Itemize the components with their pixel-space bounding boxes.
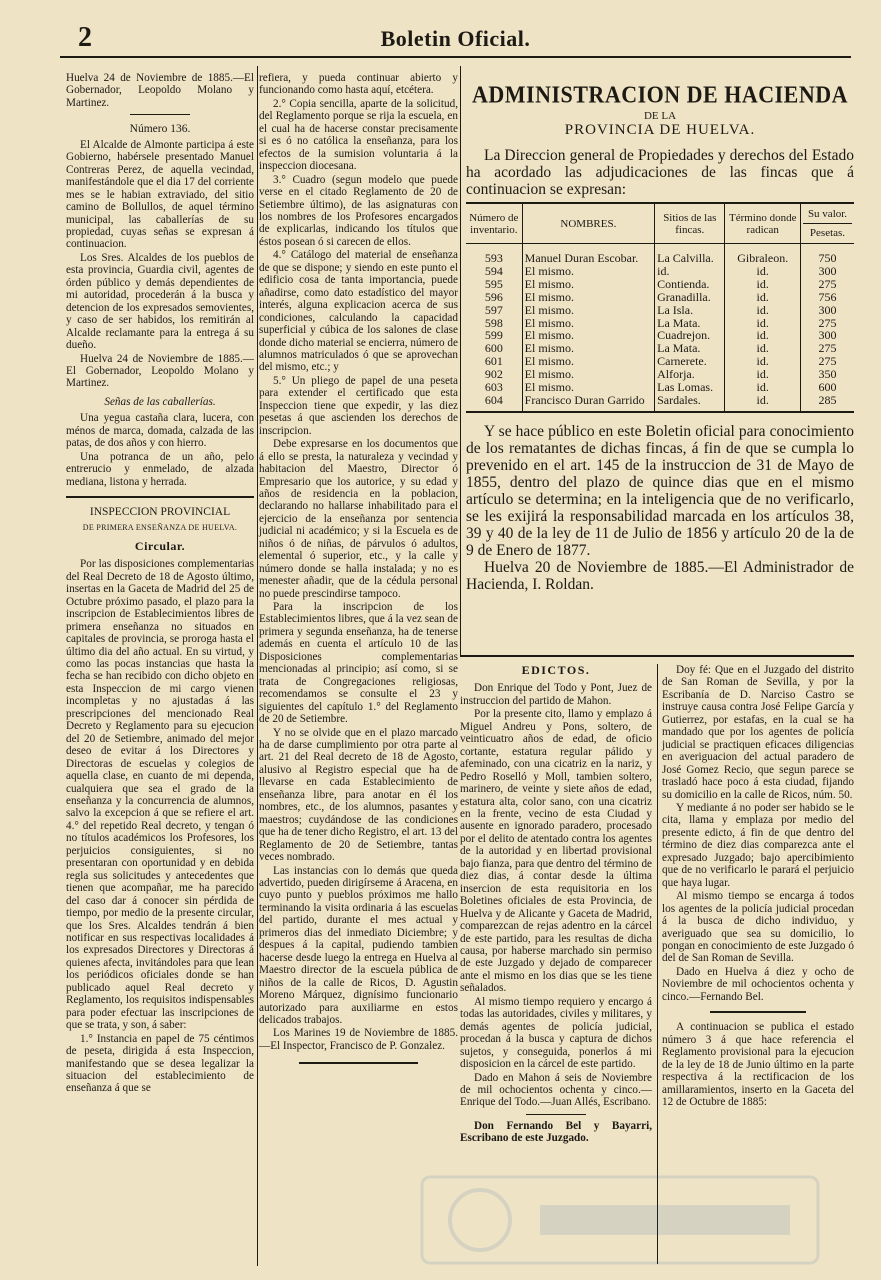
notice-paragraph: Al mismo tiempo requiero y encargo á todas las autoridades, civiles y militares, y demás agentes de policía judicial, procedan á la busca y captura de dichos sujetos, y conseguida, ponerlos á mi disposicion en la cárcel de este partido. <box>460 995 652 1071</box>
column-4 <box>662 664 854 1109</box>
notice-paragraph: Doy fé: Que en el Juzgado del distrito de San Roman de Sevilla, y por la Escribanía de D. Narciso Castro se instruye causa contra José Felipe García y Gutierrez, por estafas, en la cual se ha mandado que por los agentes de policía judicial se practiquen eficaces diligencias en averiguacion del actual paradero de José Gomez Recio, que segun parece se trasladó hace poco á esta ciudad, fijando su domicilio en la calle de Ricos, núm. 50. <box>662 664 854 801</box>
notice-paragraph: El Alcalde de Almonte participa á este Gobierno, habérsele presentado Manuel Contreras Perez, de aquella vecindad, manifestándole que el dia 17 del corriente mes se le habian extraviado, del sitio camino de Bollullos, de aquel término municipal, las caballerías de su propiedad, cuyas señas se expresan á continuacion. <box>66 138 254 251</box>
cell-nombre: El mismo. <box>522 368 654 381</box>
cell-valor: 285 <box>801 394 855 412</box>
notice-paragraph: refiera, y pueda continuar abierto y funcionando como hasta aquí, etcétera. <box>259 72 458 97</box>
table-header-row <box>466 203 854 244</box>
header-nombres: NOMBRES. <box>522 203 654 244</box>
cell-valor: 275 <box>801 342 855 355</box>
section-subheading: DE LA <box>643 110 677 122</box>
section-divider <box>710 1011 806 1013</box>
notice-paragraph: Por las disposiciones complementarias del Real Decreto de 18 de Agosto último, insertas en la Gaceta de Madrid del 25 de Octubre próximo pasado, el plazo para la inscripcion de Establecimientos libres de primera enseñanza no situados en capitales de provincia, se proroga hasta el último dia del año actual. En su virtud, y como las pocas instancias que hasta la fecha se han recibido con dicho objeto en esta Inspeccion de mi cargo vienen incompletas y no ajustadas á las prescripciones del mencionado Real Decreto y Reglamento para su ejecucion del 20 de Setiembre, animado del mejor deseo de evitar á los Directores y Directoras de escuelas y colegios de aquella clase, en cuanto de mi dependa, cualquiera que sea el grado de la enseñanza y la concurrencia de alumnos, salvo la excepcion á que se refiere el art. 4.° del repetido Real decreto, y tengan ó no títulos académicos los Profesores, los perjuicios consiguientes, si no presentaran con oportunidad y en debida regla sus solicitudes y antecedentes que tienen que acompañar, me ha parecido del caso dar á conocer sin pérdida de tiempo, por medio de la presente circular, que los Sres. Alcaldes tendrán á bien notificar en sus respectivas localidades á los expresados Directores y Directoras á quienes afecta, invitándoles para que lean los periódicos oficiales donde se han publicado aquel Real decreto y Reglamento, los requisitos indispensables para poder efectuar las inscripciones de que se trata, y son, á saber: <box>66 558 254 1032</box>
table-row <box>466 291 854 304</box>
column-divider <box>657 664 658 1264</box>
cell-sitio: Granadilla. <box>655 291 725 304</box>
cell-numero: 604 <box>466 394 522 412</box>
cell-valor: 300 <box>801 329 855 342</box>
cell-termino: id. <box>725 304 801 317</box>
header-sitios: Sitios de las fincas. <box>655 203 725 244</box>
cell-sitio: La Mata. <box>655 317 725 330</box>
notice-paragraph: Las instancias con lo demás que queda advertido, pueden dirigírseme á Aracena, en cuyo punto y pueblos próximos me hallo terminando la visita ordinaria á las escuelas del partido, durante el mes actual y primeros dias del inmediato Diciembre; y despues á la capital, pudiendo tambien hacerse desde luego la entrega en Huelva al Maestro director de la escuela pública de niños de la calle de Ricos, D. Agustin Moreno Márquez, dignísimo funcionario autorizado para auxiliarme en estos delicados trabajos. <box>259 864 458 1026</box>
column-2 <box>259 72 458 1074</box>
cell-termino: id. <box>725 368 801 381</box>
table-row <box>466 394 854 412</box>
signature-paragraph: Huelva 20 de Noviembre de 1885.—El Administrador de Hacienda, I. Roldan. <box>466 558 854 593</box>
cell-numero: 593 <box>484 251 503 265</box>
notice-paragraph: 1.° Instancia en papel de 75 céntimos de peseta, dirigida á esta Inspeccion, manifestando que se desea legalizar la situacion del establecimiento de enseñanza á que se <box>66 1032 254 1095</box>
notice-paragraph: Al mismo tiempo se encarga á todos los agentes de la policía judicial procedan á la busca de dicho individuo, y averiguado que sea su domicilio, lo pongan en conocimiento de este Juzgado ó del de San Roman de Sevilla. <box>662 890 854 965</box>
cell-nombre: El mismo. <box>522 265 654 278</box>
cell-valor: 350 <box>801 368 855 381</box>
cell-nombre: El mismo. <box>522 304 654 317</box>
fincas-body <box>466 244 854 412</box>
notice-paragraph: Y no se olvide que en el plazo marcado ha de darse cumplimiento por otra parte al art. 21 del Real decreto de 18 de Agosto, alusivo al Registro especial que ha de llevarse en cada Establecimiento de enseñanza libre, para anotar en él los nombres, etc., de los alumnos, pasantes y maestros; cuydándose de las condiciones que ha de tener dicho Registro, el art. 13 del Reglamento de 20 de Setiembre, tantas veces nombrado. <box>259 726 458 864</box>
notice-paragraph: Una yegua castaña clara, lucera, con ménos de marca, domada, calzada de las patas, de dos años y con hierro. <box>66 412 254 450</box>
short-rule <box>526 1114 586 1115</box>
column-divider <box>460 66 461 656</box>
cell-sitio: La Calvilla. <box>655 244 725 265</box>
header-valor-label: Su valor. <box>803 208 852 224</box>
header-valor <box>801 203 855 244</box>
watermark-icon <box>420 1175 820 1265</box>
cell-numero: 603 <box>484 380 503 395</box>
cell-numero: 601 <box>484 354 503 369</box>
cell-termino: id. <box>725 291 801 304</box>
table-row <box>466 265 854 278</box>
notice-paragraph: 4.° Catálogo del material de enseñanza de que se dispone; y siendo en este punto el edificio cosa de tanta importancia, puede añadirse, como dato estadístico del mayor interés, alguna explicacion acerca de sus condiciones, calculando la capacidad superficial y cúbica de los salones de clase donde dicho material se encierra, número de alumnos matriculados ó que se aprovechan del mismo, etc.; y <box>259 249 458 374</box>
column-1 <box>66 72 254 1096</box>
cell-numero: 595 <box>484 276 503 291</box>
edictos-heading: EDICTOS. <box>521 663 591 677</box>
cell-sitio: Sardales. <box>655 394 725 412</box>
section-divider <box>299 1062 418 1064</box>
notice-paragraph: 5.° Un pliego de papel de una peseta para extender el certificado que esta Inspeccion tiene que expedir, y las diez pesetas á que ascienden los derechos de inscripcion. <box>259 374 458 437</box>
notice-number: Número 136. <box>129 123 191 136</box>
cell-numero: 597 <box>484 302 503 317</box>
cell-valor: 275 <box>801 355 855 368</box>
cell-valor: 300 <box>801 265 855 278</box>
notice-paragraph: Debe expresarse en los documentos que á ello se presta, la naturaleza y vecindad y habitacion del Maestro, Director ó Empresario que los autorice, y su edad y años de residencia en la poblacion, declarando no hallarse inhabilitado para el ejercicio de la enseñanza por sentencia judicial ni académico; y si la Escuela es de niños ó de niñas, de párvulos ó adultos, elemental ó superior, etc., y la calle y número donde se halla instalada; y no es menester añadir, que de la cédula personal no puede prescindirse tampoco. <box>259 438 458 600</box>
cell-valor: 300 <box>801 304 855 317</box>
cell-sitio: Cuadrejon. <box>655 329 725 342</box>
section-heading: ADMINISTRACION DE HACIENDA <box>471 80 849 109</box>
cell-sitio: La Isla. <box>655 304 725 317</box>
notice-paragraph: Para la inscripcion de los Establecimientos libres, que á la vez sean de primera y segunda enseñanza, ha de tenerse además en cuenta el artículo 10 de las Disposiciones complementarias mencionadas al principio; así como, si se trata de Congregaciones religiosas, recomendamos se consulte el 23 y siguientes del capítulo 1.° del Reglamento de 20 de Setiembre. <box>259 601 458 726</box>
cell-nombre: El mismo. <box>522 278 654 291</box>
section-divider <box>460 655 854 657</box>
notice-paragraph: Por la presente cito, llamo y emplazo á Miguel Andreu y Pons, soltero, de veinticuatro años de edad, de oficio cortante, estatura regular pálido y afeminado, con una cicatriz en la nariz, y Pedro Roselló y Moll, tambien soltero, marinero, de veinte y siete años de edad, estatura alta, color sano, con una cicatriz en la frente, vecino de esta Ciudad y ausente en ignorado paradero, procesado por el delito de atentado contra los agentes de la autoridad y en libertad provisional bajo fianza, para que dentro del término de diez dias, á contar desde la última insercion de esta requisitoria en los Boletines oficiales de esta Provincia, de Huelva y de Alicante y Gaceta de Madrid, comparezcan de rejas adentro en la cárcel de este partido, para les resultas de dicha causa, por haberse marchado sin permiso de este Juzgado y dejado de comparecer ante el mismo en los dias que se les tiene señalados. <box>460 708 652 995</box>
section-divider <box>66 496 254 498</box>
cell-valor: 756 <box>801 291 855 304</box>
cell-termino: id. <box>725 355 801 368</box>
cell-numero: 600 <box>484 341 503 356</box>
intro-paragraph: La Direccion general de Propiedades y derechos del Estado ha acordado las adjudicaciones de las fincas que á continuacion se expresan: <box>466 147 854 198</box>
publication-title: Boletin Oficial. <box>380 26 531 51</box>
signature-paragraph: Dado en Mahon á seis de Noviembre de mil ochocientos ochenta y cinco.—Enrique del Todo.—Juan Allés, Escribano. <box>460 1071 652 1109</box>
cell-termino: id. <box>725 381 801 394</box>
circular-heading: Circular. <box>134 538 186 553</box>
header-termino: Término donde radican <box>725 203 801 244</box>
table-row <box>466 278 854 291</box>
cell-nombre: El mismo. <box>522 329 654 342</box>
cell-valor: 275 <box>801 317 855 330</box>
signature-paragraph: Los Marines 19 de Noviembre de 1885.—El Inspector, Francisco de P. Gonzalez. <box>259 1027 458 1052</box>
column-divider <box>257 66 258 1266</box>
cell-sitio: Contienda. <box>655 278 725 291</box>
hacienda-section <box>466 72 854 593</box>
cell-numero: 594 <box>484 263 503 278</box>
section-subheading: Señas de las caballerías. <box>104 395 216 408</box>
cell-nombre: El mismo. <box>522 342 654 355</box>
cell-numero: 598 <box>484 315 503 330</box>
cell-nombre: Manuel Duran Escobar. <box>522 244 654 265</box>
cell-termino: id. <box>725 329 801 342</box>
notice-paragraph: Y mediante á no poder ser habido se le cita, llama y emplaza por medio del presente edicto, á fin de que dentro del término de diez dias comparezca ante el expresado Juzgado; bajo apercibimiento que de no verificarlo le parará el perjuicio que haya lugar. <box>662 801 854 889</box>
header-pesetas-label: Pesetas. <box>809 227 846 239</box>
cell-nombre: El mismo. <box>522 317 654 330</box>
cell-numero: 902 <box>484 367 503 382</box>
cell-sitio: La Mata. <box>655 342 725 355</box>
publication-paragraph: Y se hace público en este Boletin oficial para conocimiento de los rematantes de dichas fincas, á fin de que se cumpla lo prevenido en el art. 145 de la instruccion de 31 de Mayo de 1855, dentro del plazo de quince dias que en el mismo artículo se determina; en la inteligencia que de no verificarlo, se les exijirá la responsabilidad marcada en los artículos 38, 39 y 40 de la ley de 11 de Julio de 1856 y artículo 20 de la de 9 de Enero de 1877. <box>466 422 854 559</box>
section-heading: INSPECCION PROVINCIAL <box>89 506 231 519</box>
notice-paragraph: A continuacion se publica el estado número 3 á que hace referencia el Reglamento provisional para la ejecucion de la ley de 18 de Junio último en la parte respectiva á la rectificacion de los amillaramientos, inserto en la Gaceta del 12 de Octubre de 1885: <box>662 1021 854 1108</box>
notice-paragraph: Don Fernando Bel y Bayarri, Escribano de este Juzgado. <box>460 1119 652 1145</box>
table-row <box>466 244 854 265</box>
cell-nombre: Francisco Duran Garrido <box>522 394 654 412</box>
notice-paragraph: Los Sres. Alcaldes de los pueblos de esta provincia, Guardia civil, agentes de órden público y demás dependientes de mi autoridad, procederán á la busca y detencion de los expresados semovientes, y caso de ser habidos, los remitirán al Alcalde reclamante para la entrega á su dueño. <box>66 251 254 352</box>
table-row <box>466 304 854 317</box>
column-3 <box>460 664 652 1146</box>
cell-sitio: Alforja. <box>655 368 725 381</box>
cell-valor: 275 <box>801 278 855 291</box>
page-number: 2 <box>78 22 92 53</box>
cell-termino: id. <box>725 265 801 278</box>
notice-paragraph: 3.° Cuadro (segun modelo que puede verse en el citado Reglamento de 20 de Setiembre último), de las asignaturas con los nombres de los Profesores encargados de explicarlas, indicando los títulos que éstos posean ó si carecen de ellos. <box>259 173 458 248</box>
cell-sitio: Las Lomas. <box>655 381 725 394</box>
cell-valor: 600 <box>801 381 855 394</box>
notice-paragraph: Una potranca de un año, pelo entrerucio y enmelado, de alzada mediana, listona y herrada. <box>66 450 254 488</box>
cell-sitio: id. <box>655 265 725 278</box>
signature-paragraph: Huelva 24 de Noviembre de 1885.—El Gobernador, Leopoldo Molano y Martinez. <box>66 72 254 109</box>
fincas-table <box>466 202 854 413</box>
page-header <box>60 18 851 58</box>
cell-termino: id. <box>725 342 801 355</box>
signature-paragraph: Huelva 24 de Noviembre de 1885.—El Gobernador, Leopoldo Molano y Martinez. <box>66 352 254 390</box>
cell-numero: 596 <box>484 289 503 304</box>
section-subheading: PROVINCIA DE HUELVA. <box>564 122 756 138</box>
header-rule <box>60 56 851 58</box>
cell-valor: 750 <box>801 244 855 265</box>
signature-paragraph: Dado en Huelva á diez y ocho de Noviembre de mil ochocientos ochenta y cinco.—Fernando Bel. <box>662 965 854 1003</box>
cell-termino: id. <box>725 278 801 291</box>
cell-termino: Gibraleon. <box>725 244 801 265</box>
short-rule <box>130 114 190 115</box>
cell-termino: id. <box>725 317 801 330</box>
cell-nombre: El mismo. <box>522 381 654 394</box>
cell-numero: 599 <box>484 328 503 343</box>
section-subtitle: DE PRIMERA ENSEÑANZA DE HUELVA. <box>82 522 238 532</box>
cell-nombre: El mismo. <box>522 291 654 304</box>
cell-sitio: Carnerete. <box>655 355 725 368</box>
notice-paragraph: Don Enrique del Todo y Pont, Juez de instruccion del partido de Mahon. <box>460 682 652 707</box>
cell-nombre: El mismo. <box>522 355 654 368</box>
cell-termino: id. <box>725 394 801 412</box>
header-numero: Número de inventario. <box>466 203 522 244</box>
notice-paragraph: 2.° Copia sencilla, aparte de la solicitud, del Reglamento porque se rija la escuela, en el cual ha de hacerse constar precisamente si es ó no católica la enseñanza, para los efectos de la sumision voluntaria á la inspeccion diocesana. <box>259 97 458 173</box>
